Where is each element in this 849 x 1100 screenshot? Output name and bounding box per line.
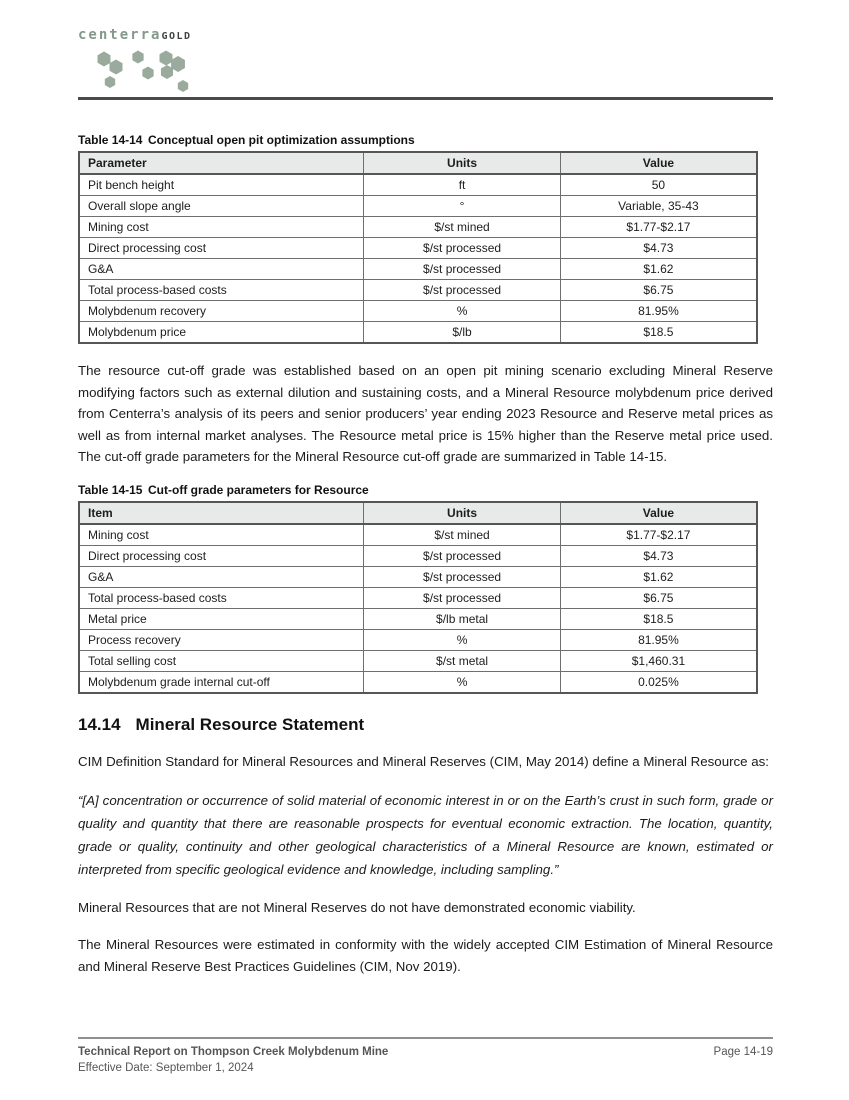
- table-row: [79, 629, 757, 650]
- cell-units: %: [364, 671, 561, 693]
- cell-item: Metal price: [79, 608, 364, 629]
- cell-value: Variable, 35-43: [560, 196, 757, 217]
- table-row: [79, 174, 757, 196]
- table-14-14-caption: [78, 133, 773, 147]
- table-row: [79, 671, 757, 693]
- section-number: 14.14: [78, 714, 121, 734]
- header-rule: [78, 97, 773, 100]
- section-title: Mineral Resource Statement: [135, 714, 365, 734]
- cell-units: $/lb: [364, 322, 561, 344]
- column-header: Value: [560, 152, 757, 174]
- table-row: [79, 524, 757, 546]
- cell-value: 81.95%: [560, 629, 757, 650]
- table-caption-label: Table 14-14: [78, 133, 143, 147]
- column-header: Units: [364, 502, 561, 524]
- cell-value: $4.73: [560, 545, 757, 566]
- section-heading: [78, 715, 773, 735]
- cell-units: $/st processed: [364, 238, 561, 259]
- cell-units: $/st processed: [364, 545, 561, 566]
- cell-parameter: Direct processing cost: [79, 238, 364, 259]
- column-header: Units: [364, 152, 561, 174]
- cell-units: %: [364, 629, 561, 650]
- cell-units: $/st processed: [364, 566, 561, 587]
- footer-report-title: Technical Report on Thompson Creek Molybdenum Mine: [78, 1046, 389, 1058]
- centerra-logo: [78, 26, 773, 94]
- cell-units: °: [364, 196, 561, 217]
- cell-value: 0.025%: [560, 671, 757, 693]
- cell-item: Direct processing cost: [79, 545, 364, 566]
- cell-parameter: Overall slope angle: [79, 196, 364, 217]
- table-header-row: [79, 502, 757, 524]
- cell-parameter: G&A: [79, 259, 364, 280]
- cell-item: Mining cost: [79, 524, 364, 546]
- cell-value: $6.75: [560, 280, 757, 301]
- cell-value: $1.62: [560, 566, 757, 587]
- footer-page-number: Page 14-19: [713, 1046, 773, 1058]
- cell-units: $/st mined: [364, 524, 561, 546]
- column-header: Parameter: [79, 152, 364, 174]
- table-caption-text: Conceptual open pit optimization assumptions: [148, 133, 415, 147]
- cell-value: 50: [560, 174, 757, 196]
- cell-value: $1.77-$2.17: [560, 524, 757, 546]
- logo-brand-secondary: GOLD: [161, 31, 192, 42]
- cell-units: $/st processed: [364, 587, 561, 608]
- table-caption-label: Table 14-15: [78, 482, 143, 497]
- cell-units: $/lb metal: [364, 608, 561, 629]
- cell-parameter: Total process-based costs: [79, 280, 364, 301]
- logo-wordmark: [78, 26, 773, 44]
- footer-effective-date: Effective Date: September 1, 2024: [78, 1062, 254, 1074]
- table-row: [79, 587, 757, 608]
- table-row: [79, 650, 757, 671]
- cell-parameter: Mining cost: [79, 217, 364, 238]
- cell-value: $1,460.31: [560, 650, 757, 671]
- cell-units: $/st mined: [364, 217, 561, 238]
- cell-parameter: Molybdenum recovery: [79, 301, 364, 322]
- cell-units: %: [364, 301, 561, 322]
- table-row: [79, 217, 757, 238]
- cell-item: Process recovery: [79, 629, 364, 650]
- table-row: [79, 322, 757, 344]
- column-header: Item: [79, 502, 364, 524]
- column-header: Value: [560, 502, 757, 524]
- table-row: [79, 238, 757, 259]
- table-caption-text: Cut-off grade parameters for Resource: [148, 482, 369, 497]
- cell-item: Total process-based costs: [79, 587, 364, 608]
- cell-units: $/st metal: [364, 650, 561, 671]
- cell-value: $1.62: [560, 259, 757, 280]
- cell-item: Total selling cost: [79, 650, 364, 671]
- cell-value: 81.95%: [560, 301, 757, 322]
- table-14-15-caption: [78, 483, 773, 497]
- cell-units: $/st processed: [364, 259, 561, 280]
- cell-parameter: Molybdenum price: [79, 322, 364, 344]
- blockquote-mineral-resource-definition: “[A] concentration or occurrence of solid material of economic interest in or on the Earth’s crust in such form, grade or quality and quantity that there are reasonable prospects for eventual economic extraction. The location, quantity, grade or quality, continuity and other geological characteristics of a Mineral Resource are known, estimated or interpreted from specific geological evidence and knowledge, including sampling.”: [78, 792, 773, 877]
- hexagon-cluster-icon: [78, 46, 208, 94]
- paragraph-cutoff-grade: The resource cut-off grade was established based on an open pit mining scenario excluding Mineral Reserve modifying factors such as external dilution and sustaining costs, and a Mineral Resource molybdenum price derived from Centerra’s analysis of its peers and senior producers’ year ending 2023 Resource and Reserve metal prices as well as from internal market analyses. The Resource metal price is 15% higher than the Reserve metal price used. The cut-off grade parameters for the Mineral Resource cut-off grade are summarized in Table 14-15.: [78, 363, 773, 465]
- cell-item: G&A: [79, 566, 364, 587]
- page-footer: [78, 1037, 773, 1076]
- table-row: [79, 545, 757, 566]
- table-row: [79, 259, 757, 280]
- footer-left: [78, 1044, 388, 1076]
- paragraph-cim-definition: CIM Definition Standard for Mineral Resources and Mineral Reserves (CIM, May 2014) define a Mineral Resource as:: [78, 753, 769, 769]
- cell-units: $/st processed: [364, 280, 561, 301]
- cell-value: $4.73: [560, 238, 757, 259]
- table-row: [79, 566, 757, 587]
- cell-value: $18.5: [560, 608, 757, 629]
- cell-parameter: Pit bench height: [79, 174, 364, 196]
- table-row: [79, 301, 757, 322]
- table-open-pit-assumptions: [78, 151, 758, 344]
- cell-value: $1.77-$2.17: [560, 217, 757, 238]
- table-row: [79, 280, 757, 301]
- cell-units: ft: [364, 174, 561, 196]
- table-cutoff-grade-parameters: [78, 501, 758, 694]
- cell-item: Molybdenum grade internal cut-off: [79, 671, 364, 693]
- table-row: [79, 196, 757, 217]
- cell-value: $6.75: [560, 587, 757, 608]
- logo-brand-primary: centerra: [78, 27, 162, 43]
- paragraph-economic-viability: Mineral Resources that are not Mineral Reserves do not have demonstrated economic viability.: [78, 899, 636, 915]
- table-row: [79, 608, 757, 629]
- table-header-row: [79, 152, 757, 174]
- cell-value: $18.5: [560, 322, 757, 344]
- paragraph-cim-guidelines: The Mineral Resources were estimated in conformity with the widely accepted CIM Estimation of Mineral Resource and Mineral Reserve Best Practices Guidelines (CIM, Nov 2019).: [78, 937, 773, 974]
